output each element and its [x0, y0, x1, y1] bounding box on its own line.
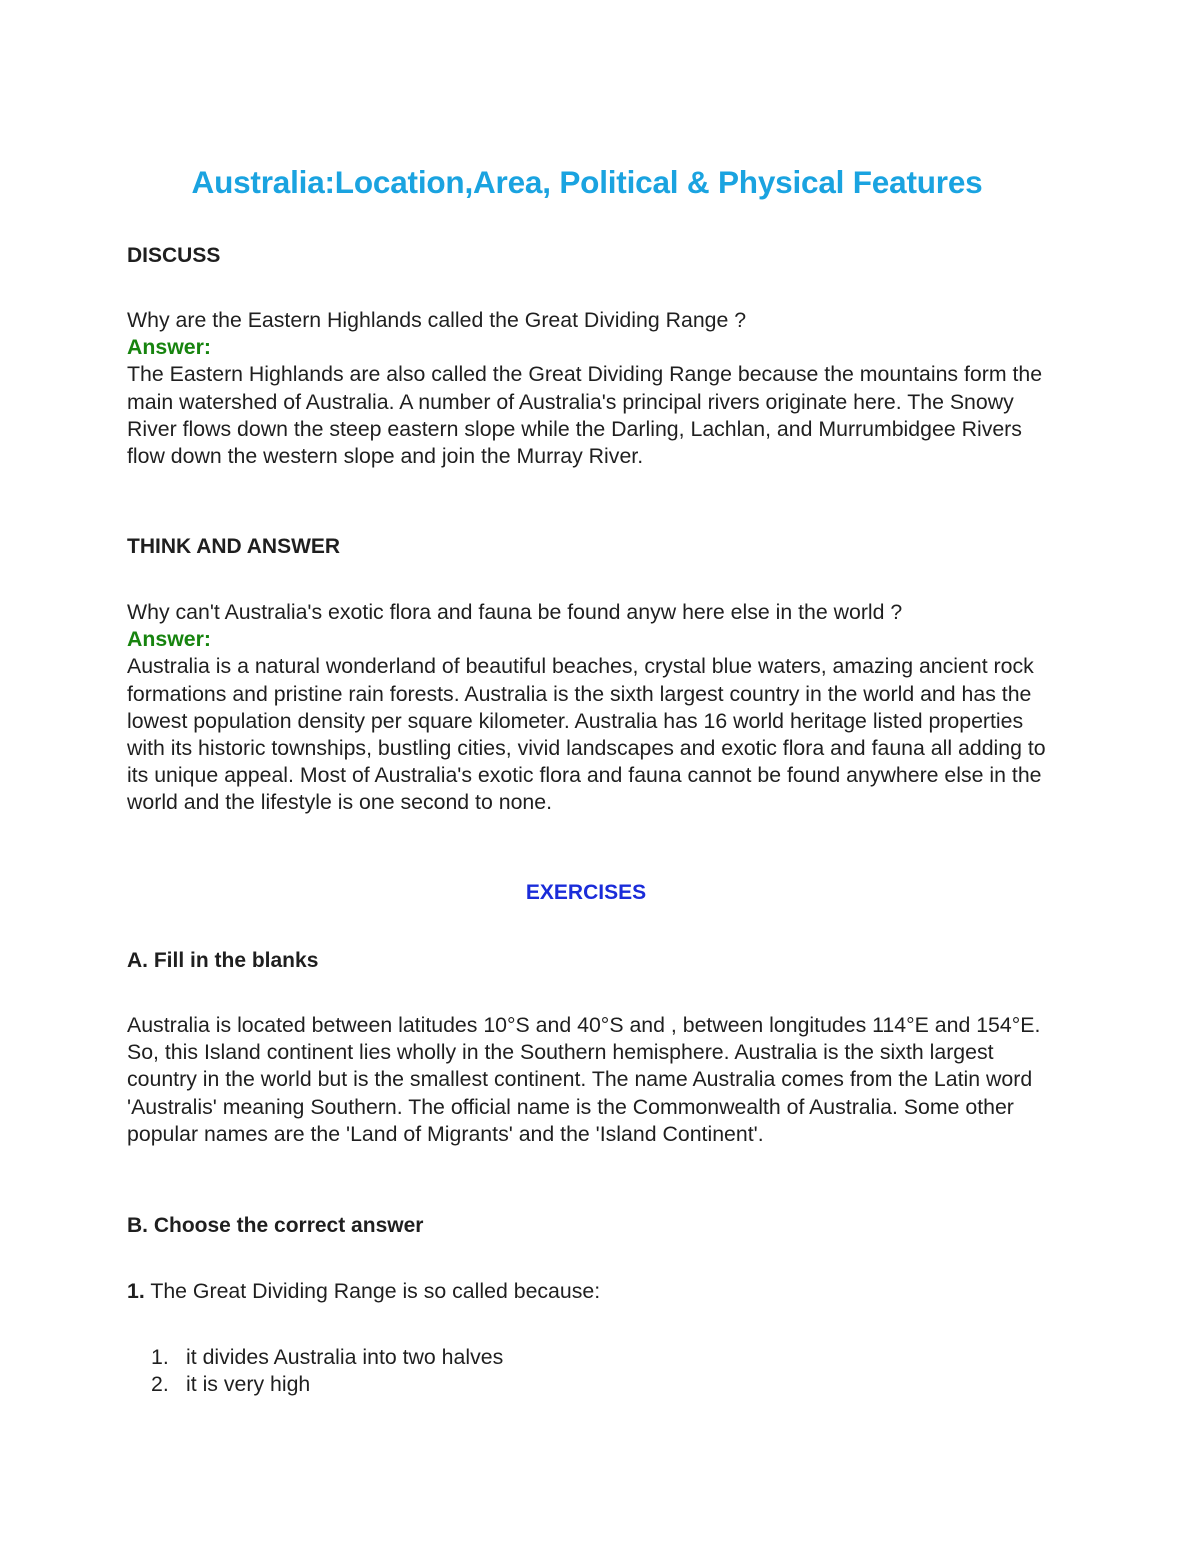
- think-heading: THINK AND ANSWER: [127, 535, 341, 558]
- think-question: Why can't Australia's exotic flora and fauna be found anyw here else in the world ?: [127, 600, 903, 624]
- option-text: it divides Australia into two halves: [186, 1345, 504, 1369]
- think-answer-label: Answer:: [127, 627, 212, 652]
- answer-options: [127, 1344, 503, 1398]
- discuss-answer-label: Answer:: [127, 335, 212, 360]
- option-number: 2.: [151, 1372, 169, 1397]
- question-1: [127, 1278, 1047, 1305]
- section-a-title: Fill in the blanks: [153, 949, 319, 972]
- list-item: [127, 1371, 503, 1398]
- section-b-heading: [127, 1212, 423, 1239]
- discuss-question: Why are the Eastern Highlands called the Great Dividing Range ?: [127, 308, 747, 332]
- question-1-number: 1.: [127, 1279, 145, 1303]
- section-a-letter: A.: [127, 949, 148, 972]
- question-1-text: The Great Dividing Range is so called because:: [150, 1279, 601, 1303]
- section-b-title: Choose the correct answer: [153, 1214, 424, 1237]
- think-block: [127, 599, 1047, 817]
- section-a-heading: [127, 947, 318, 974]
- section-a-text: Australia is located between latitudes 10°S and 40°S and , between longitudes 114°E and 154°E. So, this Island continent lies wholly in the Southern hemisphere. Australia is the sixth largest country in the world but is the smallest continent. The name Australia comes from the Latin word 'Australis' meaning Southern. The official name is the Commonwealth of Australia. Some other popular names are the 'Land of Migrants' and the 'Island Continent'.: [127, 1013, 1041, 1146]
- discuss-heading: DISCUSS: [127, 244, 221, 267]
- option-text: it is very high: [186, 1372, 311, 1397]
- list-item: [127, 1344, 503, 1371]
- section-b-letter: B.: [127, 1214, 148, 1237]
- think-answer: Australia is a natural wonderland of beautiful beaches, crystal blue waters, amazing ancient rock formations and pristine rain forests. Australia is the sixth largest country in the world and has the lowest population density per square kilometer. Australia has 16 world heritage listed properties with its historic townships, bustling cities, vivid landscapes and exotic flora and fauna all adding to its unique appeal. Most of Australia's exotic flora and fauna cannot be found anywhere else in the world and the lifestyle is one second to none.: [127, 654, 1046, 815]
- page-title: Australia:Location,Area, Political & Physical Features: [191, 164, 983, 200]
- discuss-block: [127, 307, 1047, 470]
- option-number: 1.: [151, 1345, 169, 1369]
- exercises-heading: EXERCISES: [525, 881, 647, 904]
- discuss-answer: The Eastern Highlands are also called the Great Dividing Range because the mountains form the main watershed of Australia. A number of Australia's principal rivers originate here. The Snowy River flows down the steep eastern slope while the Darling, Lachlan, and Murrumbidgee Rivers flow down the western slope and join the Murray River.: [127, 362, 1043, 469]
